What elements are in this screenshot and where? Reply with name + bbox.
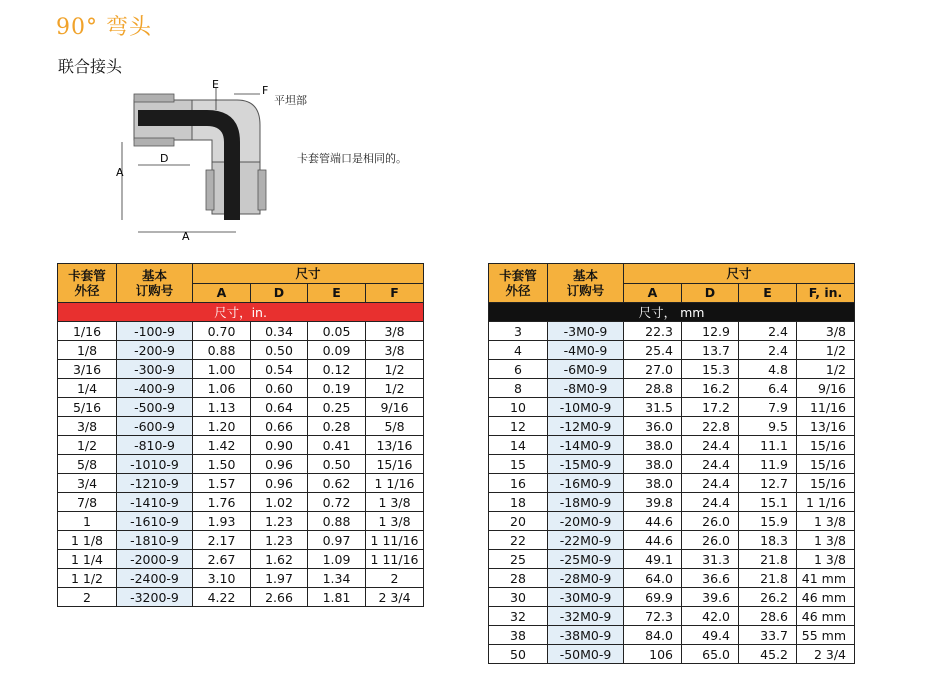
cell-f: 9/16	[797, 379, 855, 398]
cell-f: 15/16	[797, 436, 855, 455]
cell-order-number: -50M0-9	[548, 645, 624, 664]
cell-order-number: -1210-9	[117, 474, 193, 493]
unit-label: 尺寸，in.	[58, 303, 424, 322]
cell-e: 7.9	[739, 398, 797, 417]
cell-a: 84.0	[624, 626, 682, 645]
cell-order-number: -25M0-9	[548, 550, 624, 569]
cell-f: 46 mm	[797, 588, 855, 607]
cell-a: 2.67	[193, 550, 251, 569]
cell-order-number: -30M0-9	[548, 588, 624, 607]
cell-tube-od: 8	[489, 379, 548, 398]
cell-order-number: -4M0-9	[548, 341, 624, 360]
port-note: 卡套管端口是相同的。	[297, 152, 407, 165]
cell-f: 13/16	[797, 417, 855, 436]
table-row	[489, 436, 855, 455]
cell-order-number: -16M0-9	[548, 474, 624, 493]
cell-a: 1.06	[193, 379, 251, 398]
cell-e: 1.81	[308, 588, 366, 607]
cell-a: 1.42	[193, 436, 251, 455]
cell-a: 3.10	[193, 569, 251, 588]
cell-f: 1/2	[797, 341, 855, 360]
cell-f: 1 3/8	[366, 493, 424, 512]
cell-order-number: -3M0-9	[548, 322, 624, 341]
header-col-d: D	[251, 283, 308, 303]
cell-order-number: -22M0-9	[548, 531, 624, 550]
cell-e: 21.8	[739, 569, 797, 588]
header-dimensions: 尺寸	[193, 264, 424, 284]
cell-tube-od: 3/4	[58, 474, 117, 493]
cell-d: 24.4	[682, 455, 739, 474]
table-row	[58, 493, 424, 512]
cell-f: 3/8	[366, 341, 424, 360]
table-row	[489, 341, 855, 360]
cell-order-number: -500-9	[117, 398, 193, 417]
cell-e: 18.3	[739, 531, 797, 550]
cell-f: 1/2	[366, 360, 424, 379]
cell-f: 46 mm	[797, 607, 855, 626]
cell-order-number: -15M0-9	[548, 455, 624, 474]
cell-order-number: -100-9	[117, 322, 193, 341]
table-row	[58, 379, 424, 398]
dim-a-horizontal: A	[182, 230, 190, 240]
table-row	[489, 550, 855, 569]
table-row	[489, 474, 855, 493]
inch-dimension-table	[57, 263, 424, 607]
dim-f: F	[262, 84, 269, 97]
cell-e: 9.5	[739, 417, 797, 436]
cell-f: 2 3/4	[797, 645, 855, 664]
cell-tube-od: 7/8	[58, 493, 117, 512]
cell-tube-od: 1/8	[58, 341, 117, 360]
section-subtitle: 联合接头	[58, 57, 123, 76]
cell-f: 1 11/16	[366, 550, 424, 569]
cell-order-number: -8M0-9	[548, 379, 624, 398]
cell-f: 1 1/16	[797, 493, 855, 512]
cell-f: 2	[366, 569, 424, 588]
table-row	[58, 550, 424, 569]
dim-a-vertical: A	[116, 166, 124, 179]
cell-tube-od: 1	[58, 512, 117, 531]
cell-d: 15.3	[682, 360, 739, 379]
cell-tube-od: 22	[489, 531, 548, 550]
cell-e: 0.50	[308, 455, 366, 474]
table-row	[489, 626, 855, 645]
cell-order-number: -32M0-9	[548, 607, 624, 626]
cell-tube-od: 1/4	[58, 379, 117, 398]
cell-e: 0.97	[308, 531, 366, 550]
cell-d: 26.0	[682, 531, 739, 550]
cell-e: 1.34	[308, 569, 366, 588]
cell-d: 0.96	[251, 474, 308, 493]
table-row	[489, 398, 855, 417]
cell-d: 31.3	[682, 550, 739, 569]
cell-d: 39.6	[682, 588, 739, 607]
cell-order-number: -14M0-9	[548, 436, 624, 455]
table-row	[58, 474, 424, 493]
cell-d: 0.66	[251, 417, 308, 436]
cell-a: 106	[624, 645, 682, 664]
cell-order-number: -1410-9	[117, 493, 193, 512]
cell-d: 1.23	[251, 531, 308, 550]
cell-order-number: -3200-9	[117, 588, 193, 607]
cell-e: 0.72	[308, 493, 366, 512]
cell-d: 24.4	[682, 436, 739, 455]
cell-f: 1 3/8	[797, 512, 855, 531]
cell-d: 24.4	[682, 493, 739, 512]
cell-f: 15/16	[366, 455, 424, 474]
cell-e: 0.09	[308, 341, 366, 360]
cell-e: 6.4	[739, 379, 797, 398]
cell-order-number: -200-9	[117, 341, 193, 360]
dim-e: E	[212, 80, 219, 91]
cell-d: 0.60	[251, 379, 308, 398]
table-row	[58, 398, 424, 417]
cell-order-number: -6M0-9	[548, 360, 624, 379]
cell-tube-od: 4	[489, 341, 548, 360]
header-col-a: A	[193, 283, 251, 303]
cell-tube-od: 10	[489, 398, 548, 417]
elbow-fitting-diagram	[112, 80, 292, 240]
header-col-f: F, in.	[797, 283, 855, 303]
cell-tube-od: 50	[489, 645, 548, 664]
table-row	[489, 607, 855, 626]
cell-f: 15/16	[797, 455, 855, 474]
cell-a: 22.3	[624, 322, 682, 341]
cell-tube-od: 1 1/2	[58, 569, 117, 588]
cell-tube-od: 28	[489, 569, 548, 588]
table-row	[489, 379, 855, 398]
cell-e: 12.7	[739, 474, 797, 493]
cell-a: 2.17	[193, 531, 251, 550]
cell-f: 15/16	[797, 474, 855, 493]
cell-d: 49.4	[682, 626, 739, 645]
cell-tube-od: 30	[489, 588, 548, 607]
table-row	[58, 455, 424, 474]
cell-d: 0.96	[251, 455, 308, 474]
cell-tube-od: 6	[489, 360, 548, 379]
cell-order-number: -38M0-9	[548, 626, 624, 645]
cell-a: 0.88	[193, 341, 251, 360]
header-col-e: E	[308, 283, 366, 303]
table-row	[58, 531, 424, 550]
cell-a: 1.76	[193, 493, 251, 512]
cell-a: 1.13	[193, 398, 251, 417]
cell-order-number: -810-9	[117, 436, 193, 455]
cell-order-number: -600-9	[117, 417, 193, 436]
cell-d: 65.0	[682, 645, 739, 664]
header-col-e: E	[739, 283, 797, 303]
cell-a: 44.6	[624, 531, 682, 550]
cell-a: 0.70	[193, 322, 251, 341]
cell-order-number: -10M0-9	[548, 398, 624, 417]
cell-a: 4.22	[193, 588, 251, 607]
header-basic-order: 基本 订购号	[117, 264, 193, 303]
cell-tube-od: 16	[489, 474, 548, 493]
cell-d: 1.23	[251, 512, 308, 531]
cell-tube-od: 1/16	[58, 322, 117, 341]
table-row	[58, 436, 424, 455]
dim-d: D	[160, 152, 169, 165]
cell-f: 9/16	[366, 398, 424, 417]
cell-a: 69.9	[624, 588, 682, 607]
table-row	[489, 512, 855, 531]
cell-e: 15.9	[739, 512, 797, 531]
cell-order-number: -12M0-9	[548, 417, 624, 436]
cell-tube-od: 18	[489, 493, 548, 512]
cell-d: 16.2	[682, 379, 739, 398]
cell-a: 38.0	[624, 455, 682, 474]
table-row	[489, 417, 855, 436]
cell-order-number: -400-9	[117, 379, 193, 398]
cell-f: 13/16	[366, 436, 424, 455]
cell-a: 1.20	[193, 417, 251, 436]
cell-f: 1 3/8	[797, 550, 855, 569]
cell-tube-od: 1 1/4	[58, 550, 117, 569]
cell-a: 49.1	[624, 550, 682, 569]
cell-f: 1 3/8	[797, 531, 855, 550]
cell-d: 0.34	[251, 322, 308, 341]
cell-order-number: -2000-9	[117, 550, 193, 569]
cell-order-number: -18M0-9	[548, 493, 624, 512]
cell-a: 36.0	[624, 417, 682, 436]
cell-a: 1.00	[193, 360, 251, 379]
cell-a: 64.0	[624, 569, 682, 588]
cell-f: 3/8	[366, 322, 424, 341]
cell-order-number: -300-9	[117, 360, 193, 379]
header-dimensions: 尺寸	[624, 264, 855, 284]
cell-a: 27.0	[624, 360, 682, 379]
cell-e: 0.88	[308, 512, 366, 531]
table-row	[489, 493, 855, 512]
cell-e: 15.1	[739, 493, 797, 512]
cell-f: 1 11/16	[366, 531, 424, 550]
table-row	[489, 569, 855, 588]
cell-f: 1 3/8	[366, 512, 424, 531]
table-row	[58, 322, 424, 341]
cell-order-number: -2400-9	[117, 569, 193, 588]
header-basic-order: 基本 订购号	[548, 264, 624, 303]
table-row	[58, 569, 424, 588]
cell-e: 0.12	[308, 360, 366, 379]
metric-dimension-table	[488, 263, 855, 664]
cell-tube-od: 5/8	[58, 455, 117, 474]
header-tube-od: 卡套管 外径	[489, 264, 548, 303]
cell-a: 72.3	[624, 607, 682, 626]
cell-d: 2.66	[251, 588, 308, 607]
table-row	[489, 360, 855, 379]
table-row	[58, 512, 424, 531]
cell-d: 0.90	[251, 436, 308, 455]
page-title: 90° 弯头	[56, 15, 152, 40]
unit-label: 尺寸， mm	[489, 303, 855, 322]
cell-e: 4.8	[739, 360, 797, 379]
cell-e: 26.2	[739, 588, 797, 607]
cell-e: 2.4	[739, 322, 797, 341]
cell-e: 21.8	[739, 550, 797, 569]
table-row	[489, 645, 855, 664]
cell-f: 3/8	[797, 322, 855, 341]
cell-f: 55 mm	[797, 626, 855, 645]
cell-f: 1/2	[366, 379, 424, 398]
cell-tube-od: 2	[58, 588, 117, 607]
cell-e: 1.09	[308, 550, 366, 569]
table-row	[58, 588, 424, 607]
table-row	[58, 360, 424, 379]
cell-a: 25.4	[624, 341, 682, 360]
table-row	[58, 341, 424, 360]
cell-tube-od: 38	[489, 626, 548, 645]
cell-tube-od: 3/16	[58, 360, 117, 379]
cell-e: 11.1	[739, 436, 797, 455]
header-tube-od: 卡套管 外径	[58, 264, 117, 303]
cell-d: 13.7	[682, 341, 739, 360]
cell-e: 33.7	[739, 626, 797, 645]
cell-a: 1.50	[193, 455, 251, 474]
table-row	[489, 322, 855, 341]
cell-e: 11.9	[739, 455, 797, 474]
cell-tube-od: 32	[489, 607, 548, 626]
cell-d: 1.97	[251, 569, 308, 588]
cell-order-number: -1610-9	[117, 512, 193, 531]
cell-e: 0.05	[308, 322, 366, 341]
cell-tube-od: 1 1/8	[58, 531, 117, 550]
cell-a: 38.0	[624, 474, 682, 493]
cell-e: 0.19	[308, 379, 366, 398]
flat-note: 平坦部	[274, 94, 307, 107]
cell-f: 2 3/4	[366, 588, 424, 607]
cell-e: 28.6	[739, 607, 797, 626]
cell-a: 1.93	[193, 512, 251, 531]
cell-e: 0.62	[308, 474, 366, 493]
cell-d: 0.54	[251, 360, 308, 379]
cell-d: 22.8	[682, 417, 739, 436]
cell-a: 1.57	[193, 474, 251, 493]
cell-e: 45.2	[739, 645, 797, 664]
cell-order-number: -28M0-9	[548, 569, 624, 588]
cell-e: 0.41	[308, 436, 366, 455]
cell-e: 2.4	[739, 341, 797, 360]
header-col-f: F	[366, 283, 424, 303]
cell-a: 44.6	[624, 512, 682, 531]
cell-tube-od: 12	[489, 417, 548, 436]
cell-d: 42.0	[682, 607, 739, 626]
cell-order-number: -1010-9	[117, 455, 193, 474]
cell-f: 41 mm	[797, 569, 855, 588]
cell-d: 24.4	[682, 474, 739, 493]
cell-f: 11/16	[797, 398, 855, 417]
cell-f: 1/2	[797, 360, 855, 379]
cell-f: 5/8	[366, 417, 424, 436]
cell-tube-od: 15	[489, 455, 548, 474]
cell-d: 12.9	[682, 322, 739, 341]
cell-a: 39.8	[624, 493, 682, 512]
cell-tube-od: 1/2	[58, 436, 117, 455]
cell-a: 38.0	[624, 436, 682, 455]
cell-tube-od: 14	[489, 436, 548, 455]
cell-a: 28.8	[624, 379, 682, 398]
header-col-d: D	[682, 283, 739, 303]
cell-d: 0.64	[251, 398, 308, 417]
cell-a: 31.5	[624, 398, 682, 417]
cell-tube-od: 25	[489, 550, 548, 569]
cell-order-number: -20M0-9	[548, 512, 624, 531]
cell-tube-od: 20	[489, 512, 548, 531]
cell-d: 0.50	[251, 341, 308, 360]
cell-d: 1.02	[251, 493, 308, 512]
table-row	[489, 531, 855, 550]
cell-tube-od: 3	[489, 322, 548, 341]
table-row	[489, 588, 855, 607]
cell-tube-od: 5/16	[58, 398, 117, 417]
cell-f: 1 1/16	[366, 474, 424, 493]
cell-tube-od: 3/8	[58, 417, 117, 436]
cell-d: 26.0	[682, 512, 739, 531]
cell-d: 17.2	[682, 398, 739, 417]
cell-d: 36.6	[682, 569, 739, 588]
cell-order-number: -1810-9	[117, 531, 193, 550]
cell-e: 0.28	[308, 417, 366, 436]
cell-d: 1.62	[251, 550, 308, 569]
cell-e: 0.25	[308, 398, 366, 417]
table-row	[58, 417, 424, 436]
table-row	[489, 455, 855, 474]
header-col-a: A	[624, 283, 682, 303]
